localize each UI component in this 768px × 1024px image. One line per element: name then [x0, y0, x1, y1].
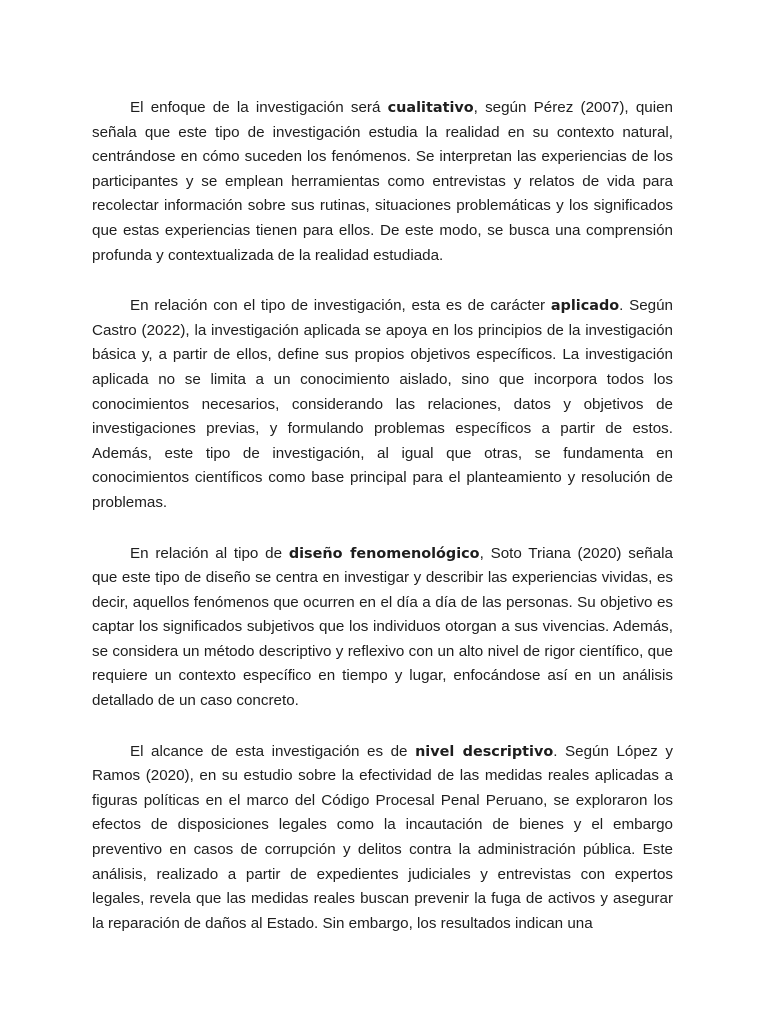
paragraph-text: . Según Castro (2022), la investigación aplicada se apoya en los principios de la investigación básica y, a partir de ellos, define sus propios objetivos específicos. La investigación aplicada no se limita a un conocimiento aislado, sino que incorpora todos los conocimientos necesarios, considerando las relaciones, datos y objetivos de investigaciones previas, y formulando problemas específicos a partir de estos. Además, este tipo de investigación, al igual que otras, se fundamenta en conocimientos científicos como base principal para el planteamiento y resolución de problemas.: [92, 297, 674, 511]
bold-term-diseno: diseño fenomenológico: [288, 545, 480, 562]
bold-term-nivel: nivel descriptivo: [415, 743, 554, 760]
paragraph-text: , según Pérez (2007), quien señala que este tipo de investigación estudia la realidad en su contexto natural, centrándose en cómo suceden los fenómenos. Se interpretan las experiencias de los participantes y se emplean herramientas como entrevistas y relatos de vida para recolectar información sobre sus rutinas, situaciones problemáticas y los significados que estas experiencias tienen para ellos. De este modo, se busca una comprensión profunda y contextualizada de la realidad estudiada.: [92, 99, 673, 264]
bold-term-cualitativo: cualitativo: [387, 100, 474, 116]
document-page: [92, 96, 673, 962]
paragraph-text: En relación con el tipo de investigación, esta es de carácter: [130, 297, 551, 315]
paragraph-text: El alcance de esta investigación es de: [130, 742, 416, 760]
paragraph-text: El enfoque de la investigación será: [130, 99, 388, 116]
paragraph-text: , Soto Triana (2020) señala que este tipo de diseño se centra en investigar y describir las experiencias vividas, es decir, aquellos fenómenos que ocurren en el día a día de las personas. Su objetivo es captar los significados subjetivos que los individuos otorgan a sus vivencias. Además, se considera un método descriptivo y reflexivo con un alto nivel de rigor científico, que requiere un contexto específico en tiempo y lugar, enfocándose así en un análisis detallado de un caso concreto.: [92, 544, 673, 710]
paragraph-text: En relación al tipo de: [130, 544, 289, 562]
paragraph-enfoque: [92, 96, 673, 268]
bold-term-aplicado: aplicado: [550, 298, 620, 315]
paragraph-diseno: [92, 542, 673, 714]
paragraph-tipo: [92, 294, 673, 515]
paragraph-text: . Según López y Ramos (2020), en su estudio sobre la efectividad de las medidas reales aplicadas a figuras políticas en el marco del Código Procesal Penal Peruano, se exploraron los efectos de disposiciones legales como la incautación de bienes y el embargo preventivo en casos de corrupción y delitos contra la administración pública. Este análisis, realizado a partir de expedientes judiciales y entrevistas con expertos legales, revela que las medidas reales buscan prevenir la fuga de activos y asegurar la reparación de daños al Estado. Sin embargo, los resultados indican una: [92, 742, 673, 932]
paragraph-alcance: [92, 740, 673, 937]
